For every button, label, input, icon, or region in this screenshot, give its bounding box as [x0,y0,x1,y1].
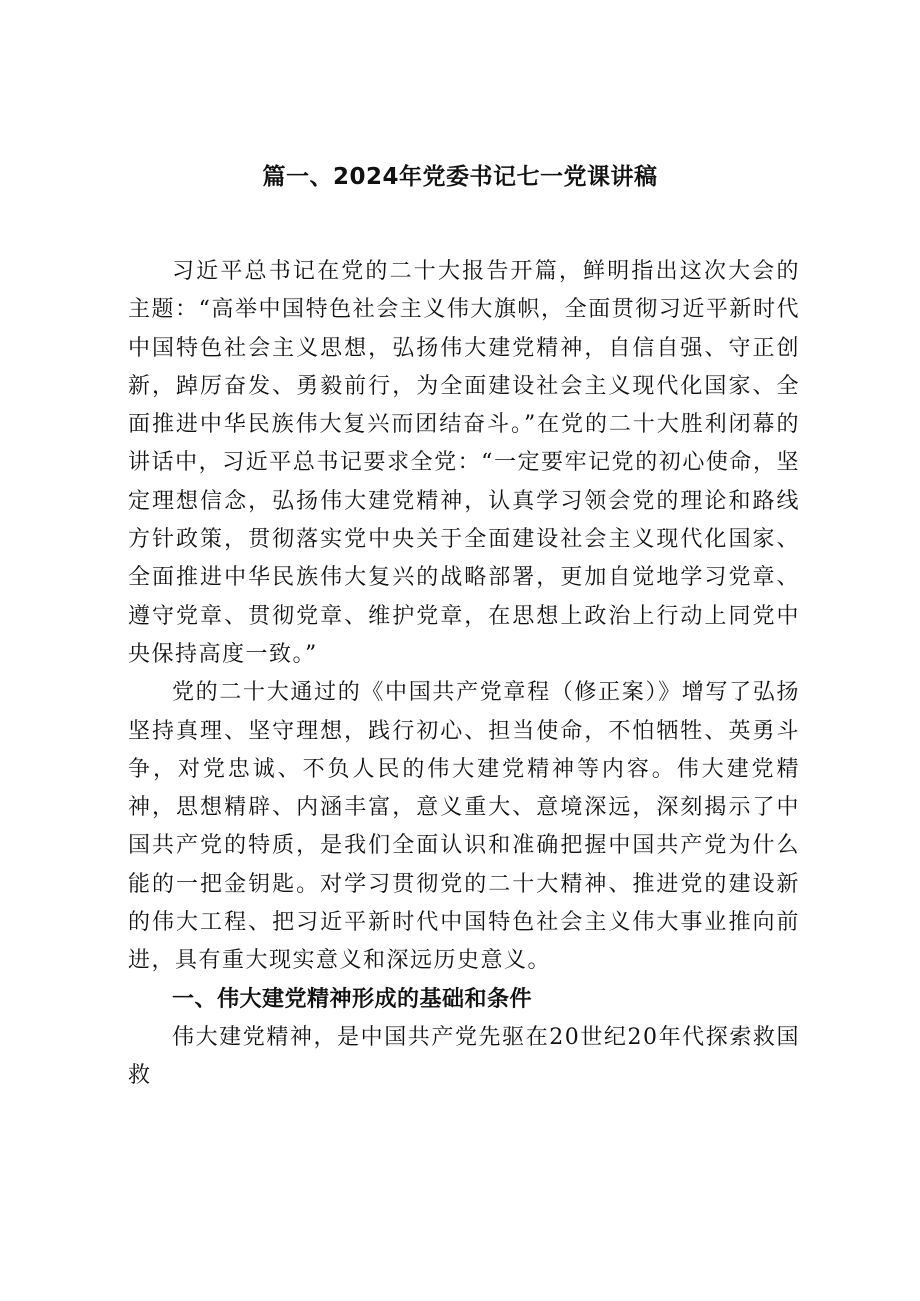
document-body [128,253,800,1096]
paragraph-party-constitution: 党的二十大通过的《中国共产党章程（修正案）》增写了弘扬坚持真理、坚守理想，践行初心、担当使命，不怕牺牲、英勇斗争，对党忠诚、不负人民的伟大建党精神等内容。伟大建党精神，思想精辟、内涵丰富，意义重大、意境深远，深刻揭示了中国共产党的特质，是我们全面认识和准确把握中国共产党为什么能的一把金钥匙。对学习贯彻党的二十大精神、推进党的建设新的伟大工程、把习近平新时代中国特色社会主义伟大事业推向前进，具有重大现实意义和深远历史意义。 [128,680,800,974]
section-heading: 一、伟大建党精神形成的基础和条件 [172,986,533,1012]
document-title: 篇一、2024年党委书记七一党课讲稿 [262,164,658,190]
paragraph-section-start: 伟大建党精神，是中国共产党先驱在20世纪20年代探索救国救 [128,1024,800,1089]
paragraph-intro: 习近平总书记在党的二十大报告开篇，鲜明指出这次大会的主题：“高举中国特色社会主义伟大旗帜，全面贯彻习近平新时代中国特色社会主义思想，弘扬伟大建党精神，自信自强、守正创新，踔厉奋发、勇毅前行，为全面建设社会主义现代化国家、全面推进中华民族伟大复兴而团结奋斗。”在党的二十大胜利闭幕的讲话中，习近平总书记要求全党：“一定要牢记党的初心使命，坚定理想信念，弘扬伟大建党精神，认真学习领会党的理论和路线方针政策，贯彻落实党中央关于全面建设社会主义现代化国家、全面推进中华民族伟大复兴的战略部署，更加自觉地学习党章、遵守党章、贯彻党章、维护党章，在思想上政治上行动上同党中央保持高度一致。” [128,259,800,667]
